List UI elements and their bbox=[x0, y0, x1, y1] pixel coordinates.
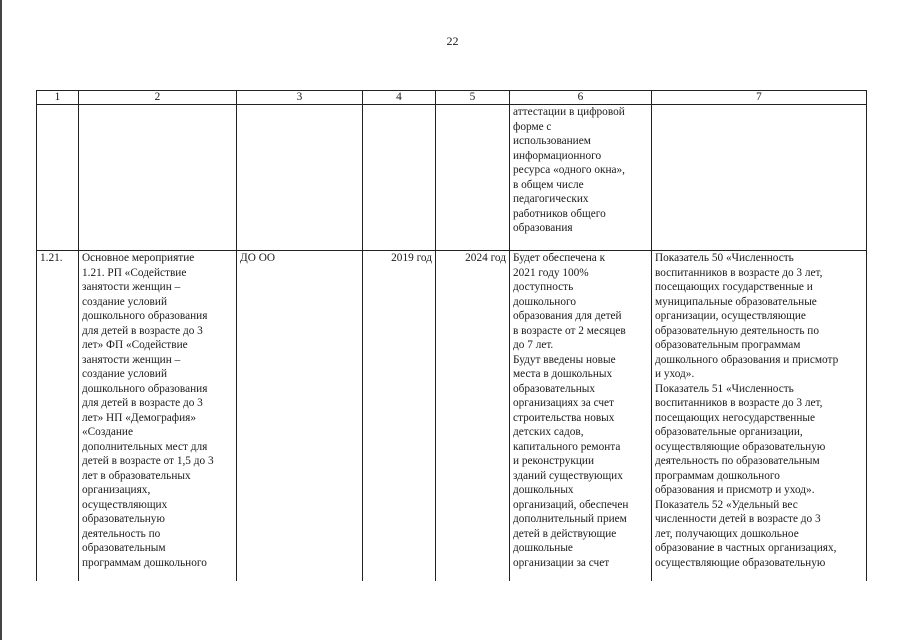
expected-result-cell bbox=[510, 251, 652, 582]
text-line: образовательную bbox=[82, 513, 165, 525]
text-line: муниципальные образовательные bbox=[655, 295, 817, 308]
text-line: дошкольного bbox=[513, 295, 576, 308]
header-cell-4: 4 bbox=[363, 91, 436, 105]
text-line: образовательным программам bbox=[655, 339, 801, 351]
text-line: организации за счет bbox=[513, 556, 610, 569]
text-line: дошкольного образования bbox=[82, 382, 208, 395]
end-year-cell: 2024 год bbox=[436, 251, 510, 582]
table-row bbox=[37, 251, 867, 582]
text-line: информационного bbox=[513, 149, 602, 162]
text-line: в общем числе bbox=[513, 178, 584, 191]
text-line: лет в образовательных bbox=[82, 469, 191, 482]
row-number: 1.21. bbox=[37, 251, 79, 582]
table-row bbox=[37, 105, 867, 251]
text-line: для детей в возрасте до 3 bbox=[82, 397, 203, 409]
text-line: детских садов, bbox=[513, 426, 584, 438]
text-line: педагогических bbox=[513, 193, 589, 205]
header-cell-1: 1 bbox=[37, 91, 79, 105]
text-line: воспитанников в возрасте до 3 лет, bbox=[655, 266, 823, 279]
text-line: места в дошкольных bbox=[513, 368, 613, 380]
text-line: работников общего bbox=[513, 207, 606, 220]
text-line: форме с bbox=[513, 120, 552, 133]
header-cell-2: 2 bbox=[79, 91, 237, 105]
text-line: дошкольных bbox=[513, 484, 574, 496]
text-line: образовательные организации, bbox=[655, 426, 803, 438]
text-line: воспитанников в возрасте до 3 лет, bbox=[655, 397, 823, 409]
text-line: деятельность по bbox=[82, 527, 161, 540]
text-line: деятельность по образовательным bbox=[655, 455, 820, 467]
text-line: строительства новых bbox=[513, 411, 615, 424]
text-line: и уход». bbox=[655, 368, 695, 380]
text-line: дошкольного образования и присмотр bbox=[655, 353, 839, 366]
text-line: дошкольные bbox=[513, 542, 573, 554]
text-line: до 7 лет. bbox=[513, 339, 554, 351]
text-line: ресурса «одного окна», bbox=[513, 164, 626, 176]
row1-end-cell bbox=[436, 105, 510, 251]
text-line: аттестации в цифровой bbox=[513, 106, 625, 118]
text-line: для детей в возрасте до 3 bbox=[82, 324, 203, 337]
text-line: Будет обеспечена к bbox=[513, 252, 606, 264]
text-line: образования для детей bbox=[513, 310, 622, 322]
page-number: 22 bbox=[446, 34, 459, 48]
text-line: детей в действующие bbox=[513, 527, 617, 540]
text-line: образования и присмотр и уход». bbox=[655, 484, 815, 496]
text-line: создание условий bbox=[82, 368, 167, 380]
header-cell-6: 6 bbox=[510, 91, 652, 105]
header-cell-5: 5 bbox=[436, 91, 510, 105]
text-line: капитального ремонта bbox=[513, 440, 621, 453]
text-line: программам дошкольного bbox=[655, 469, 780, 482]
text-line: и реконструкции bbox=[513, 455, 595, 467]
page-edge-line bbox=[0, 0, 2, 640]
text-line: лет» ФП «Содействие bbox=[82, 339, 188, 351]
row1-start-cell bbox=[363, 105, 436, 251]
text-line: создание условий bbox=[82, 295, 167, 308]
text-line: осуществляющие образовательную bbox=[655, 440, 826, 453]
text-line: осуществляющих bbox=[82, 498, 168, 511]
start-year-cell: 2019 год bbox=[363, 251, 436, 582]
row1-activity-cell bbox=[79, 105, 237, 251]
text-line: доступность bbox=[513, 281, 574, 293]
text-line: организаций, обеспечен bbox=[513, 498, 629, 511]
activity-description bbox=[79, 251, 237, 582]
text-line: Показатель 51 «Численность bbox=[655, 382, 794, 395]
text-line: образование в частных организациях, bbox=[655, 542, 837, 554]
text-line: образования bbox=[513, 222, 573, 234]
text-line: организациях за счет bbox=[513, 397, 614, 409]
header-cell-7: 7 bbox=[652, 91, 867, 105]
text-line: организациях, bbox=[82, 484, 151, 496]
header-cell-3: 3 bbox=[237, 91, 363, 105]
text-line: дополнительных мест для bbox=[82, 440, 208, 453]
text-line: занятости женщин – bbox=[82, 353, 181, 366]
text-line: посещающих негосударственные bbox=[655, 411, 815, 424]
text-line: программам дошкольного bbox=[82, 556, 207, 569]
row1-executor-cell bbox=[237, 105, 363, 251]
text-line: осуществляющие образовательную bbox=[655, 556, 826, 569]
indicators-cell bbox=[652, 251, 867, 582]
text-line: дополнительный прием bbox=[513, 513, 627, 525]
text-line: 2021 году 100% bbox=[513, 266, 589, 279]
text-line: занятости женщин – bbox=[82, 281, 181, 293]
text-line: образовательных bbox=[513, 382, 596, 395]
text-line: 1.21. РП «Содействие bbox=[82, 266, 187, 279]
text-line: детей в возрасте от 1,5 до 3 bbox=[82, 455, 214, 467]
table-header-row bbox=[37, 91, 867, 105]
plan-table bbox=[36, 90, 867, 581]
text-line: образовательным bbox=[82, 542, 166, 554]
text-line: Будут введены новые bbox=[513, 353, 616, 366]
text-line: лет» НП «Демография» bbox=[82, 411, 197, 424]
executor-cell: ДО ОО bbox=[237, 251, 363, 582]
text-line: Показатель 50 «Численность bbox=[655, 252, 794, 264]
text-line: образовательную деятельность по bbox=[655, 324, 820, 337]
text-line: дошкольного образования bbox=[82, 310, 208, 322]
text-line: посещающих государственные и bbox=[655, 281, 813, 293]
text-line: организации, осуществляющие bbox=[655, 310, 806, 322]
text-line: Основное мероприятие bbox=[82, 252, 195, 264]
text-line: «Создание bbox=[82, 426, 133, 438]
text-line: зданий существующих bbox=[513, 469, 623, 482]
text-line: численности детей в возрасте до 3 bbox=[655, 513, 821, 525]
text-line: лет, получающих дошкольное bbox=[655, 527, 799, 540]
row1-result-cell bbox=[510, 105, 652, 251]
row1-indicator-cell bbox=[652, 105, 867, 251]
row1-number-cell bbox=[37, 105, 79, 251]
text-line: Показатель 52 «Удельный вес bbox=[655, 498, 798, 511]
text-line: в возрасте от 2 месяцев bbox=[513, 324, 626, 337]
text-line: использованием bbox=[513, 135, 591, 147]
